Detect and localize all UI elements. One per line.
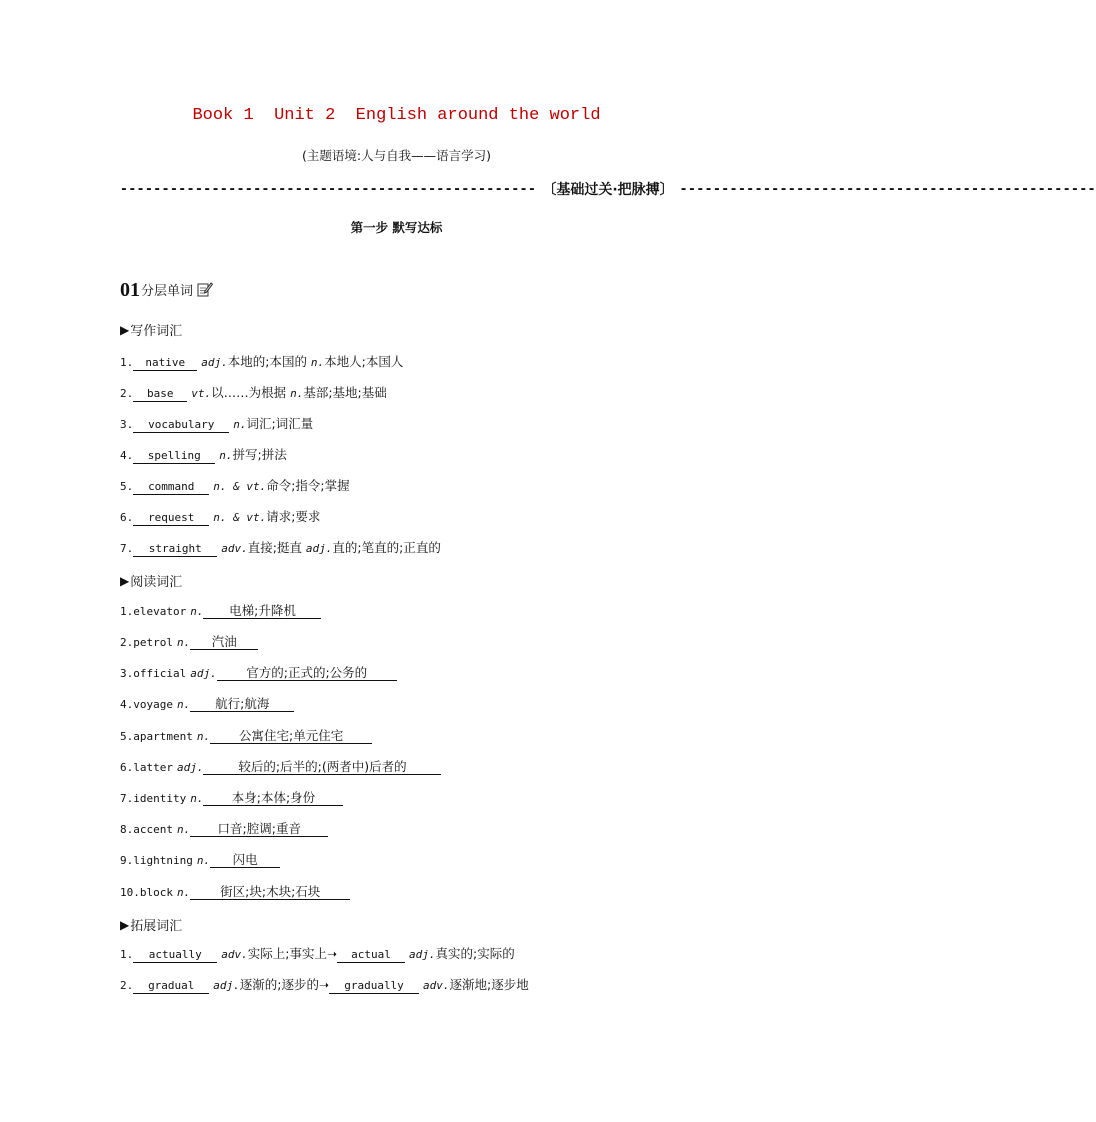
divider-label: 〔基础过关·把脉搏〕 xyxy=(542,182,674,198)
answer-blank: 航行;航海 xyxy=(190,697,294,712)
answer-blank: 较后的;后半的;(两者中)后者的 xyxy=(203,760,441,775)
answer-blank: gradual xyxy=(133,979,209,994)
answer-blank: 口音;腔调;重音 xyxy=(190,822,328,837)
answer-blank: gradually xyxy=(329,979,419,994)
answer-blank: 汽油 xyxy=(190,635,258,650)
list-item: 5. command n. & vt.命令;指令;掌握 xyxy=(120,478,350,493)
list-item: 5.apartment n. 公寓住宅;单元住宅 xyxy=(120,728,372,745)
list-item: 3. vocabulary n.词汇;词汇量 xyxy=(120,416,314,431)
pencil-notepad-icon xyxy=(197,281,213,297)
list-item: 2. gradual adj.逐渐的;逐步的➝ gradually adv.逐渐地;逐步地 xyxy=(120,977,529,992)
category-label: 拓展词汇 xyxy=(130,919,183,934)
answer-blank: 电梯;升降机 xyxy=(203,604,321,619)
triangle-bullet-icon: ▶ xyxy=(120,917,130,932)
section-divider xyxy=(120,176,1096,202)
answer-blank: command xyxy=(133,480,209,495)
arrow-right-icon: ➝ xyxy=(326,947,338,961)
list-item: 6.latter adj. 较后的;后半的;(两者中)后者的 xyxy=(120,759,441,776)
list-item: 10.block n. 街区;块;木块;石块 xyxy=(120,884,350,901)
page-subtitle: (主题语境:人与自我——语言学习) xyxy=(302,148,491,163)
category-label: 阅读词汇 xyxy=(130,575,183,590)
answer-blank: 公寓住宅;单元住宅 xyxy=(210,729,372,744)
list-item: 2.petrol n. 汽油 xyxy=(120,634,258,651)
list-item: 1. actually adv.实际上;事实上➝ actual adj.真实的;实际的 xyxy=(120,946,515,961)
triangle-bullet-icon: ▶ xyxy=(120,573,130,588)
step-title: 第一步 默写达标 xyxy=(350,220,443,235)
divider-dashes-right: -------------------------------------------------- xyxy=(679,181,1096,197)
arrow-right-icon: ➝ xyxy=(318,978,330,992)
list-item: 1. native adj.本地的;本国的 n.本地人;本国人 xyxy=(120,354,404,369)
list-item: 3.official adj. 官方的;正式的;公务的 xyxy=(120,665,397,682)
answer-blank: request xyxy=(133,511,209,526)
answer-blank: actually xyxy=(133,948,217,963)
answer-blank: straight xyxy=(133,542,217,557)
answer-blank: actual xyxy=(337,948,405,963)
list-item: 7.identity n. 本身;本体;身份 xyxy=(120,790,343,807)
list-item: 1.elevator n. 电梯;升降机 xyxy=(120,603,321,620)
answer-blank: base xyxy=(133,387,187,402)
answer-blank: 闪电 xyxy=(210,853,280,868)
category-label: 写作词汇 xyxy=(130,324,183,339)
category-reading xyxy=(120,571,182,590)
answer-blank: 官方的;正式的;公务的 xyxy=(217,666,397,681)
answer-blank: 街区;块;木块;石块 xyxy=(190,885,350,900)
section-number: 01 xyxy=(120,279,140,301)
list-item: 2. base vt.以……为根据 n.基部;基地;基础 xyxy=(120,385,387,400)
section-title: 分层单词 xyxy=(141,284,194,299)
category-writing xyxy=(120,320,182,339)
answer-blank: 本身;本体;身份 xyxy=(203,791,343,806)
page-title: Book 1 Unit 2 English around the world xyxy=(192,106,601,125)
section-heading xyxy=(120,280,213,300)
category-extension xyxy=(120,915,182,934)
list-item: 6. request n. & vt.请求;要求 xyxy=(120,509,321,524)
list-item: 8.accent n. 口音;腔调;重音 xyxy=(120,821,328,838)
answer-blank: native xyxy=(133,356,197,371)
list-item: 9.lightning n. 闪电 xyxy=(120,852,280,869)
divider-dashes-left: -------------------------------------------------- xyxy=(120,181,537,197)
triangle-bullet-icon: ▶ xyxy=(120,322,130,337)
list-item: 4. spelling n.拼写;拼法 xyxy=(120,447,287,462)
list-item: 4.voyage n. 航行;航海 xyxy=(120,696,294,713)
list-item: 7. straight adv.直接;挺直 adj.直的;笔直的;正直的 xyxy=(120,540,441,555)
answer-blank: spelling xyxy=(133,449,215,464)
answer-blank: vocabulary xyxy=(133,418,229,433)
